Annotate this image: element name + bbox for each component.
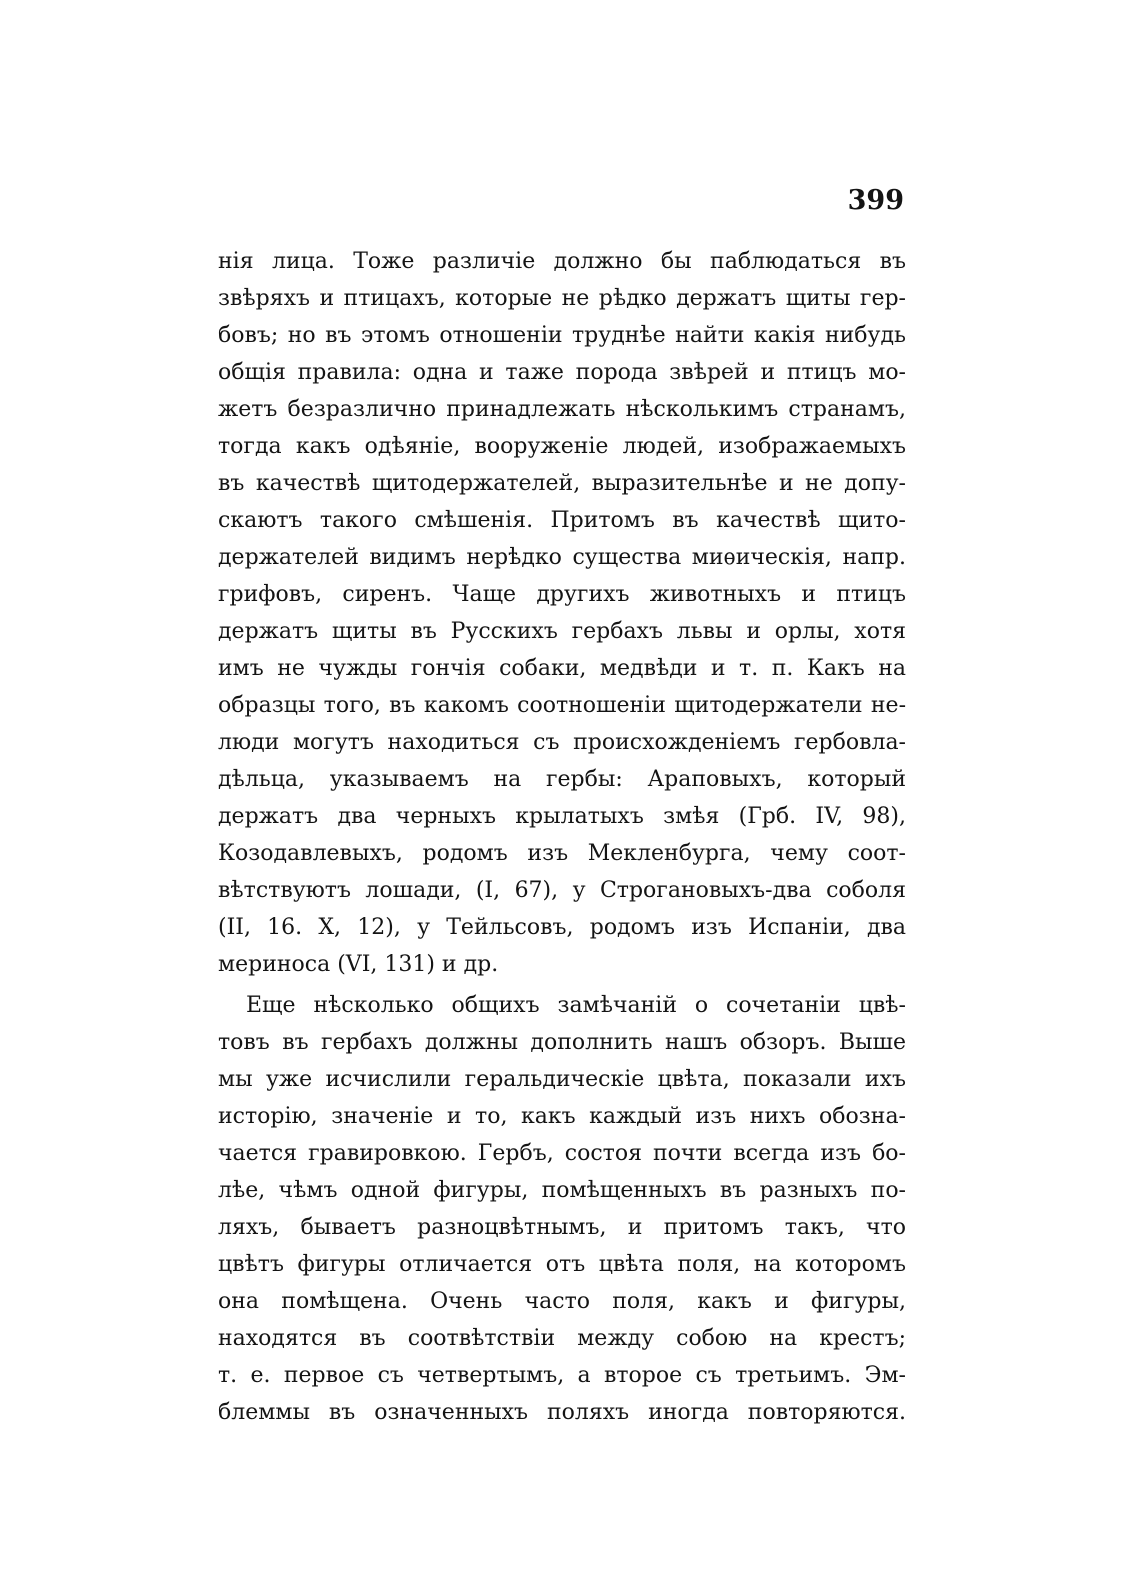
text-line: тогда какъ одѣяніе, вооруженіе людей, изображаемыхъ [218,434,906,459]
text-line: скаютъ такого смѣшенія. Притомъ въ качествѣ щито- [218,508,906,533]
text-line: грифовъ, сиренъ. Чаще другихъ животныхъ и птицъ [218,582,906,607]
text-line: цвѣтъ фигуры отличается отъ цвѣта поля, на которомъ [218,1252,906,1277]
text-line: ляхъ, бываетъ разноцвѣтнымъ, и притомъ такъ, что [218,1215,906,1240]
text-line: общія правила: одна и таже порода звѣрей и птицъ мо- [218,360,906,385]
text-line: товъ въ гербахъ должны дополнить нашъ обзоръ. Выше [218,1030,906,1055]
text-line: звѣряхъ и птицахъ, которые не рѣдко держатъ щиты гер- [218,286,906,311]
text-line: исторію, значеніе и то, какъ каждый изъ нихъ обозна- [218,1104,906,1129]
text-line: т. е. первое съ четвертымъ, а второе съ третьимъ. Эм- [218,1363,906,1388]
text-line: имъ не чужды гончія собаки, медвѣди и т. п. Какъ на [218,656,906,681]
text-line: мериноса (VI, 131) и др. [218,952,499,977]
text-line: въ качествѣ щитодержателей, выразительнѣе и не допу- [218,471,906,496]
text-line: держатъ два черныхъ крылатыхъ змѣя (Грб. IV, 98), [218,804,906,829]
text-line: дѣльца, указываемъ на гербы: Араповыхъ, который [218,767,906,792]
text-line: жетъ безразлично принадлежать нѣсколькимъ странамъ, [218,397,906,422]
text-line: Еще нѣсколько общихъ замѣчаній о сочетаніи цвѣ- [246,993,906,1018]
page-number: 399 [847,185,904,216]
text-line: она помѣщена. Очень часто поля, какъ и фигуры, [218,1289,906,1314]
text-line: мы уже исчислили геральдическіе цвѣта, показали ихъ [218,1067,906,1092]
text-line: (II, 16. X, 12), у Тейльсовъ, родомъ изъ Испаніи, два [218,915,906,940]
text-line: вѣтствуютъ лошади, (I, 67), у Строгановыхъ-два соболя [218,878,906,903]
text-line: бовъ; но въ этомъ отношеніи труднѣе найти какія нибудь [218,323,906,348]
text-line: держатъ щиты въ Русскихъ гербахъ львы и орлы, хотя [218,619,906,644]
text-line: чается гравировкою. Гербъ, состоя почти всегда изъ бо- [218,1141,906,1166]
text-line: находятся въ соотвѣтствіи между собою на крестъ; [218,1326,906,1351]
text-line: держателей видимъ нерѣдко существа миѳическія, напр. [218,545,906,570]
text-line: образцы того, въ какомъ соотношеніи щитодержатели не- [218,693,906,718]
text-line: блеммы въ означенныхъ поляхъ иногда повторяются. [218,1400,906,1425]
text-line: нія лица. Тоже различіе должно бы паблюдаться въ [218,249,906,274]
text-line: люди могутъ находиться съ происхожденіемъ гербовла- [218,730,906,755]
text-line: Козодавлевыхъ, родомъ изъ Мекленбурга, чему соот- [218,841,906,866]
text-line: лѣе, чѣмъ одной фигуры, помѣщенныхъ въ разныхъ по- [218,1178,906,1203]
